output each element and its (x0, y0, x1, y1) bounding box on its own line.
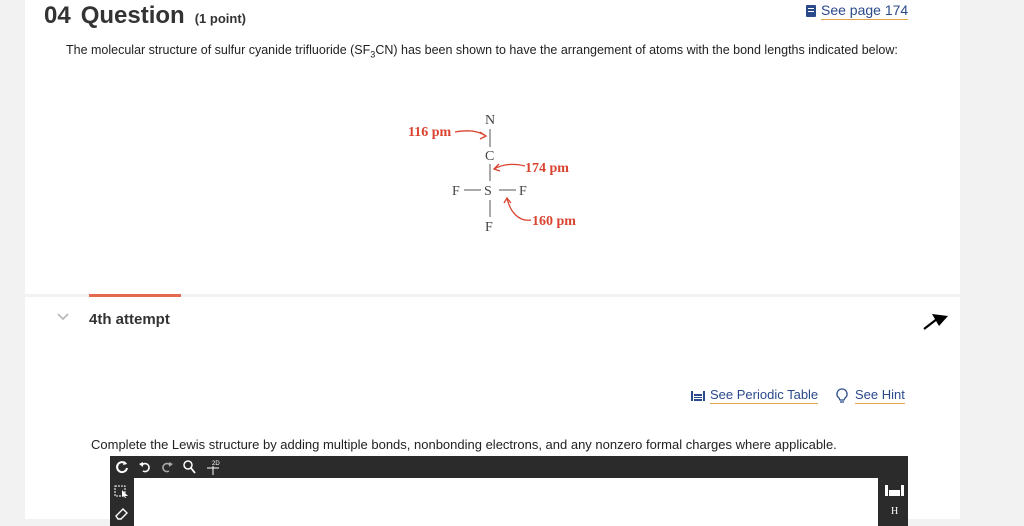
book-icon (806, 5, 816, 17)
atom-n: N (485, 113, 496, 128)
atom-f-left: F (452, 184, 460, 199)
arrow-cn-head (480, 132, 486, 139)
prompt-text-start: The molecular structure of sulfur cyanide trifluoride (SF (66, 43, 371, 57)
eraser-icon[interactable] (114, 506, 130, 520)
atom-s: S (484, 184, 492, 199)
label-sc-length: 174 pm (525, 161, 569, 176)
see-page-label: See page 174 (821, 2, 909, 18)
question-prompt (66, 38, 906, 67)
label-cn-length: 116 pm (408, 125, 452, 140)
see-hint-link[interactable] (836, 387, 905, 404)
label-sf-length: 160 pm (532, 214, 576, 229)
arrow-sf (507, 198, 531, 220)
periodic-table-label: See Periodic Table (710, 387, 819, 402)
periodic-table-tool-icon[interactable] (885, 485, 905, 497)
chevron-down-icon[interactable] (57, 313, 69, 322)
select-tool-icon[interactable] (114, 485, 130, 499)
question-header (44, 2, 246, 30)
svg-text:2D: 2D (212, 461, 220, 467)
2d-structure-icon[interactable] (205, 458, 223, 476)
attempt-tab-indicator (89, 294, 181, 297)
redo-icon[interactable] (160, 460, 174, 474)
undo-icon[interactable] (138, 460, 152, 474)
attempt-label[interactable]: 4th attempt (89, 311, 170, 328)
instruction-text: Complete the Lewis structure by adding multiple bonds, nonbonding electrons, and any nonzero formal charges where applicable. (91, 437, 837, 452)
atom-c: C (485, 149, 495, 164)
drawing-canvas[interactable] (134, 478, 878, 526)
lightbulb-icon (836, 388, 848, 403)
molecule-diagram (395, 105, 615, 245)
lewis-structure-editor (110, 456, 908, 526)
question-points: (1 point) (194, 11, 246, 26)
clear-icon[interactable] (115, 460, 129, 474)
see-periodic-table-link[interactable] (691, 387, 818, 404)
question-title: Question (80, 2, 185, 29)
zoom-icon[interactable] (182, 459, 196, 475)
element-h-button[interactable]: H (891, 506, 899, 517)
atom-f-bottom: F (485, 220, 493, 235)
hint-label: See Hint (855, 387, 905, 402)
periodic-table-icon (691, 390, 705, 402)
pin-pointer-icon[interactable] (922, 311, 950, 331)
see-page-link[interactable] (806, 2, 908, 20)
question-number: 04 (44, 2, 71, 29)
prompt-text-end: CN) has been shown to have the arrangement of atoms with the bond lengths indicated below: (375, 43, 898, 57)
prompt-subscript: 3 (370, 49, 376, 60)
atom-f-right: F (519, 184, 527, 199)
